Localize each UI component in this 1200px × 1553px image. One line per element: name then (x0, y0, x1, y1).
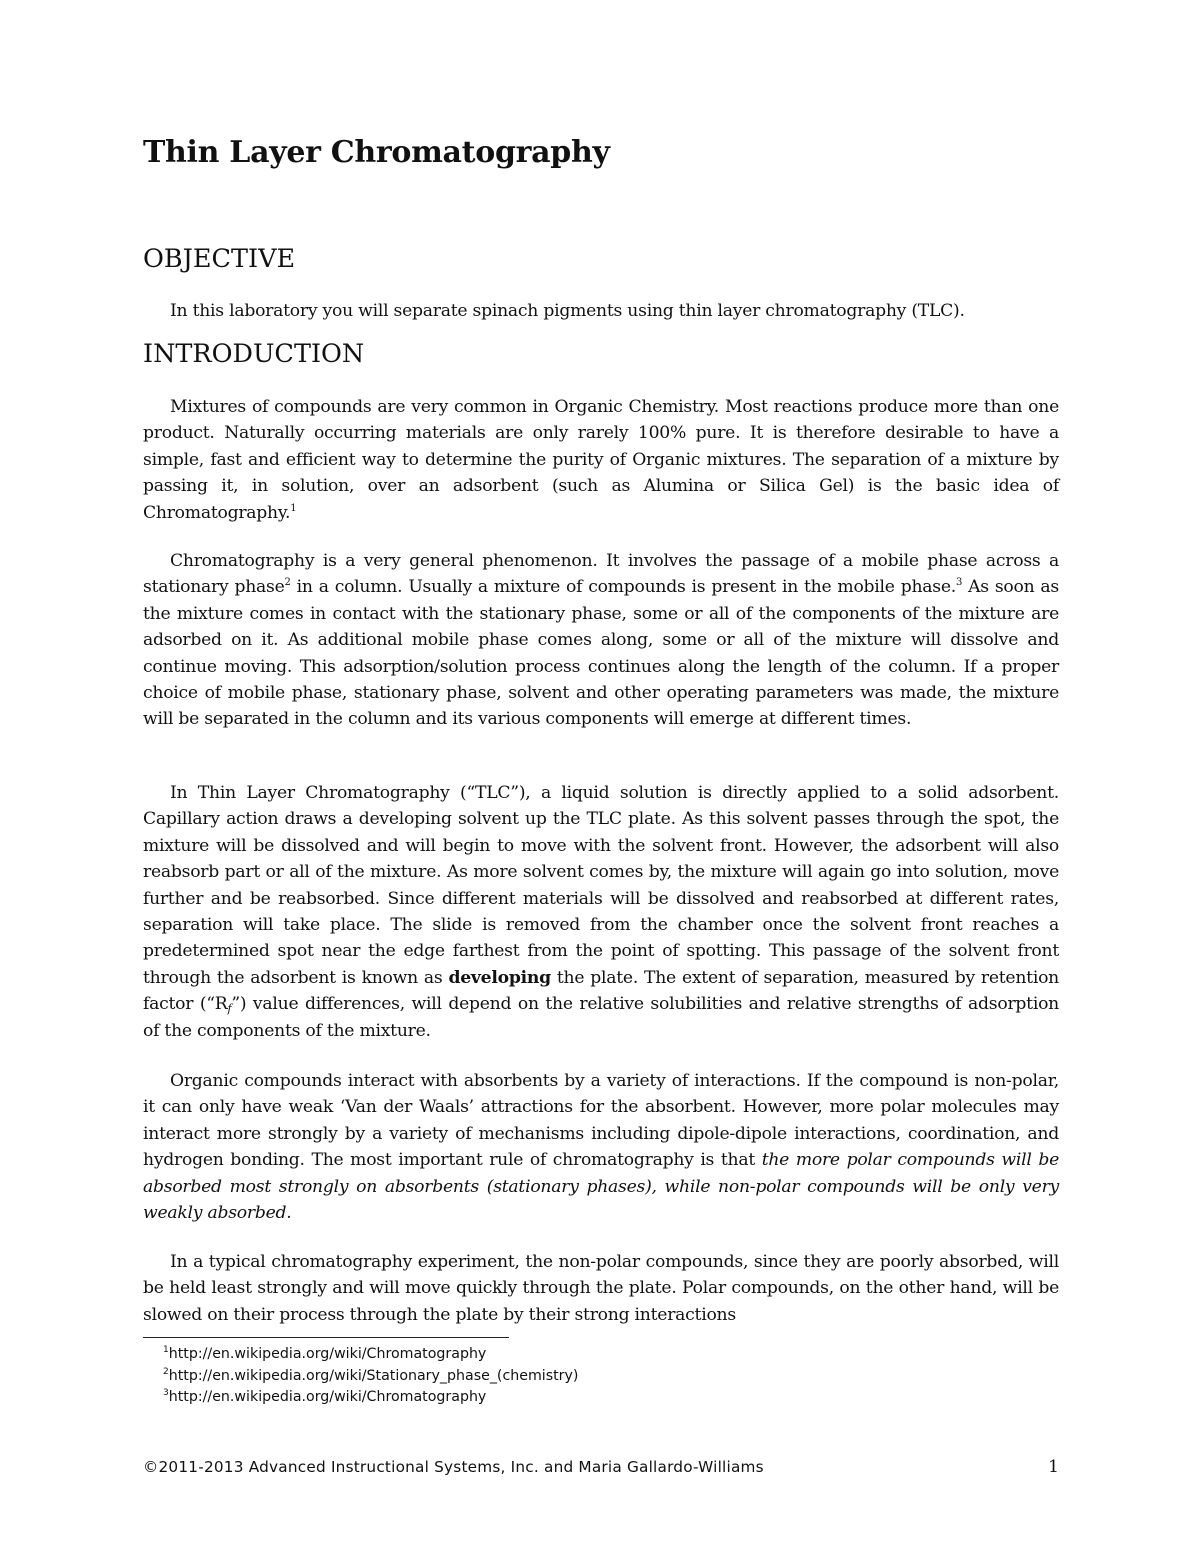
rf-subscript: f (227, 1002, 232, 1016)
paragraph-text: in a column. Usually a mixture of compounds is present in the mobile phase. (290, 577, 956, 598)
paragraph-text: As soon as the mixture comes in contact with the stationary phase, some or all of the components of the mixture are adsorbed on it. As additional mobile phase comes along, some or all of the mixture will dissolve and continue moving. This adsorption/solution process continues along the length of the column. If a proper choice of mobile phase, stationary phase, solvent and other operating parameters was made, the mixture will be separated in the column and its various components will emerge at different times. (143, 577, 1059, 730)
intro-paragraph-3 (143, 780, 1059, 1044)
footnote-divider (143, 1337, 509, 1338)
footnote-link[interactable]: http://en.wikipedia.org/wiki/Chromatography (168, 1346, 487, 1362)
intro-paragraph-1 (143, 394, 1059, 526)
footnote-number: 2 (163, 1366, 169, 1377)
footnote-ref-2[interactable]: 2 (284, 577, 291, 589)
emphasized-rule: the more polar compounds will be absorbed most strongly on absorbents (stationary phases), while non-polar compounds will be only very weakly absorbed. (143, 1150, 1059, 1224)
paragraph-text: Mixtures of compounds are very common in Organic Chemistry. Most reactions produce more than one product. Naturally occurring materials are only rarely 100% pure. It is therefore desirable to have a simple, fast and efficient way to determine the purity of Organic mixtures. The separation of a mixture by passing it, in solution, over an adsorbent (such as Alumina or Silica Gel) is the basic idea of Chromatography. (143, 397, 1059, 523)
intro-paragraph-2 (143, 548, 1059, 733)
footnote-number: 3 (163, 1388, 169, 1398)
page-number: 1 (1048, 1457, 1059, 1477)
footnote-link[interactable]: http://en.wikipedia.org/wiki/Chromatography (168, 1389, 487, 1405)
footnote-number: 1 (163, 1345, 169, 1355)
footnote-ref-1[interactable]: 1 (290, 502, 297, 514)
footnote-link[interactable]: http://en.wikipedia.org/wiki/Stationary_phase_(chemistry) (168, 1367, 579, 1384)
page-title: Thin Layer Chromatography (143, 135, 610, 170)
introduction-heading: INTRODUCTION (143, 339, 365, 369)
paragraph-text: Organic compounds interact with absorbents by a variety of interactions. If the compound is non-polar, it can only have weak ‘Van der Waals’ attractions for the absorbent. However, more polar molecules may interact more strongly by a variety of mechanisms including dipole-dipole interactions, coordination, and hydrogen bonding. The most important rule of chromatography is that (143, 1071, 1059, 1171)
intro-paragraph-5 (143, 1249, 1059, 1328)
footnote-item (163, 1366, 578, 1388)
footnote-ref-3[interactable]: 3 (956, 577, 963, 589)
footnotes-list (163, 1344, 578, 1409)
footnote-item (163, 1387, 578, 1409)
footnote-item (163, 1344, 578, 1366)
paragraph-text: ”) value differences, will depend on the relative solubilities and relative strengths of adsorption of the components of the mixture. (143, 994, 1059, 1041)
paragraph-text: the plate. The extent of separation, measured by retention factor (“R (143, 967, 1059, 1015)
paragraph-text: In a typical chromatography experiment, the non-polar compounds, since they are poorly absorbed, will be held least strongly and will move quickly through the plate. Polar compounds, on the other hand, will be slowed on their process through the plate by their strong interactions (143, 1252, 1059, 1325)
copyright-notice: ©2011-2013 Advanced Instructional Systems, Inc. and Maria Gallardo-Williams (143, 1458, 764, 1476)
intro-paragraph-4 (143, 1068, 1059, 1226)
objective-heading: OBJECTIVE (143, 244, 296, 274)
objective-text: In this laboratory you will separate spinach pigments using thin layer chromatography (TLC). (170, 301, 965, 321)
term-developing: developing (448, 967, 551, 988)
paragraph-text: Chromatography is a very general phenomenon. It involves the passage of a mobile phase across a stationary phase (143, 551, 1059, 598)
paragraph-text: In Thin Layer Chromatography (“TLC”), a liquid solution is directly applied to a solid adsorbent. Capillary action draws a developing solvent up the TLC plate. As this solvent passes through the spot, the mixture will be dissolved and will begin to move with the solvent front. However, the adsorbent will also reabsorb part or all of the mixture. As more solvent comes by, the mixture will again go into solution, move further and be reabsorbed. Since different materials will be dissolved and reabsorbed at different rates, separation will take place. The slide is removed from the chamber once the solvent front reaches a predetermined spot near the edge farthest from the point of spotting. This passage of the solvent front through the adsorbent is known as (143, 783, 1059, 988)
